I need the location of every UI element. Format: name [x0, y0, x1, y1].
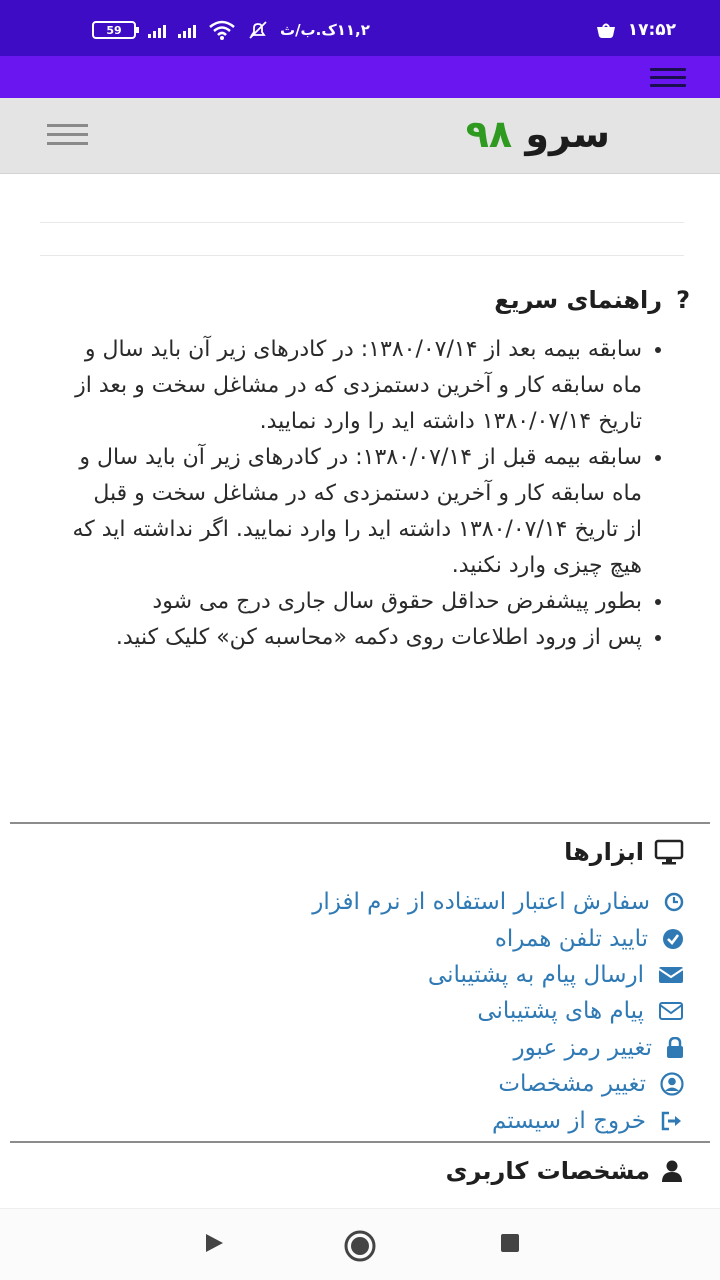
- tool-label: تایید تلفن همراه: [494, 925, 648, 952]
- signal-icon-2: [178, 22, 196, 38]
- back-button[interactable]: [202, 1231, 226, 1255]
- tools-title: ابزارها: [564, 838, 644, 866]
- system-nav-bar: [0, 1208, 720, 1280]
- network-speed: ۱۱,۲ک.ب/ث: [280, 21, 370, 39]
- tool-label: تغییر مشخصات: [498, 1071, 646, 1098]
- logo-number: ۹۸: [465, 112, 513, 156]
- sign-out-icon: [660, 1111, 684, 1131]
- question-icon: ?: [676, 286, 690, 314]
- hamburger-menu-icon[interactable]: [47, 124, 88, 148]
- tool-label: خروج از سیستم: [492, 1107, 646, 1134]
- separator-line: [40, 255, 684, 256]
- check-circle-icon: [662, 928, 684, 950]
- guide-item: • پس از ورود اطلاعات روی دکمه «محاسبه کن» کلیک کنید.: [72, 620, 642, 656]
- desktop-icon: [654, 839, 684, 865]
- tool-link-logout[interactable]: [44, 1102, 684, 1138]
- status-bar: [0, 0, 720, 56]
- app-menu-icon[interactable]: [650, 68, 686, 88]
- battery-icon: [92, 21, 136, 39]
- tool-link-send-message[interactable]: [44, 957, 684, 993]
- tool-link-change-password[interactable]: [44, 1030, 684, 1066]
- envelope-filled-icon: [658, 965, 684, 985]
- user-circle-icon: [660, 1072, 684, 1096]
- guide-item: • بطور پیشفرض حداقل حقوق سال جاری درج می شود: [72, 584, 642, 620]
- guide-list: [72, 332, 642, 656]
- tool-label: ارسال پیام به پشتیبانی: [427, 961, 644, 988]
- tool-label: تغییر رمز عبور: [513, 1034, 652, 1061]
- guide-item: • سابقه بیمه قبل از ۱۳۸۰/۰۷/۱۴: در کادرهای زیر آن باید سال و ماه سابقه کار و آخرین دستمزدی که در مشاغل سخت و قبل از تاریخ ۱۳۸۰/۰۷/۱۴ داشته اید را وارد نمایید. اگر نداشته اید که هیچ چیزی وارد نکنید.: [72, 440, 642, 584]
- user-info-heading: [44, 1157, 684, 1185]
- user-icon: [660, 1159, 684, 1183]
- guide-heading: [90, 286, 690, 314]
- home-button[interactable]: [343, 1229, 377, 1263]
- site-logo[interactable]: [466, 112, 610, 156]
- guide-title: راهنمای سریع: [494, 286, 663, 314]
- muted-bell-icon: [248, 20, 268, 40]
- recent-apps-button[interactable]: [498, 1231, 522, 1255]
- wifi-icon: [208, 20, 236, 40]
- tools-heading: [44, 838, 684, 866]
- section-divider: [10, 822, 710, 824]
- tool-link-edit-profile[interactable]: [44, 1066, 684, 1102]
- status-indicators: [92, 18, 370, 42]
- tool-label: سفارش اعتبار استفاده از نرم افزار: [312, 889, 650, 916]
- app-bar: [0, 56, 720, 98]
- tool-link-verify-phone[interactable]: [44, 920, 684, 956]
- battery-level: 59: [106, 23, 122, 37]
- section-divider: [10, 1141, 710, 1143]
- user-info-title: مشخصات کاربری: [445, 1157, 650, 1185]
- logo-word: سرو: [525, 112, 610, 156]
- signal-icon: [148, 22, 166, 38]
- separator-line: [40, 222, 684, 223]
- status-time: ۱۷:۵۲: [627, 20, 676, 40]
- tool-link-order-credit[interactable]: [44, 884, 684, 920]
- envelope-outline-icon: [658, 1001, 684, 1021]
- site-header: [0, 98, 720, 174]
- tool-link-support-messages[interactable]: [44, 993, 684, 1029]
- app-notification-icon: [596, 22, 616, 38]
- tools-list: [44, 884, 684, 1139]
- guide-item: • سابقه بیمه بعد از ۱۳۸۰/۰۷/۱۴: در کادرهای زیر آن باید سال و ماه سابقه کار و آخرین دستمزدی که در مشاغل سخت و بعد از تاریخ ۱۳۸۰/۰۷/۱۴ داشته اید را وارد نمایید.: [72, 332, 642, 440]
- lock-icon: [666, 1037, 684, 1059]
- tool-label: پیام های پشتیبانی: [477, 998, 644, 1025]
- clock-icon: [664, 892, 684, 912]
